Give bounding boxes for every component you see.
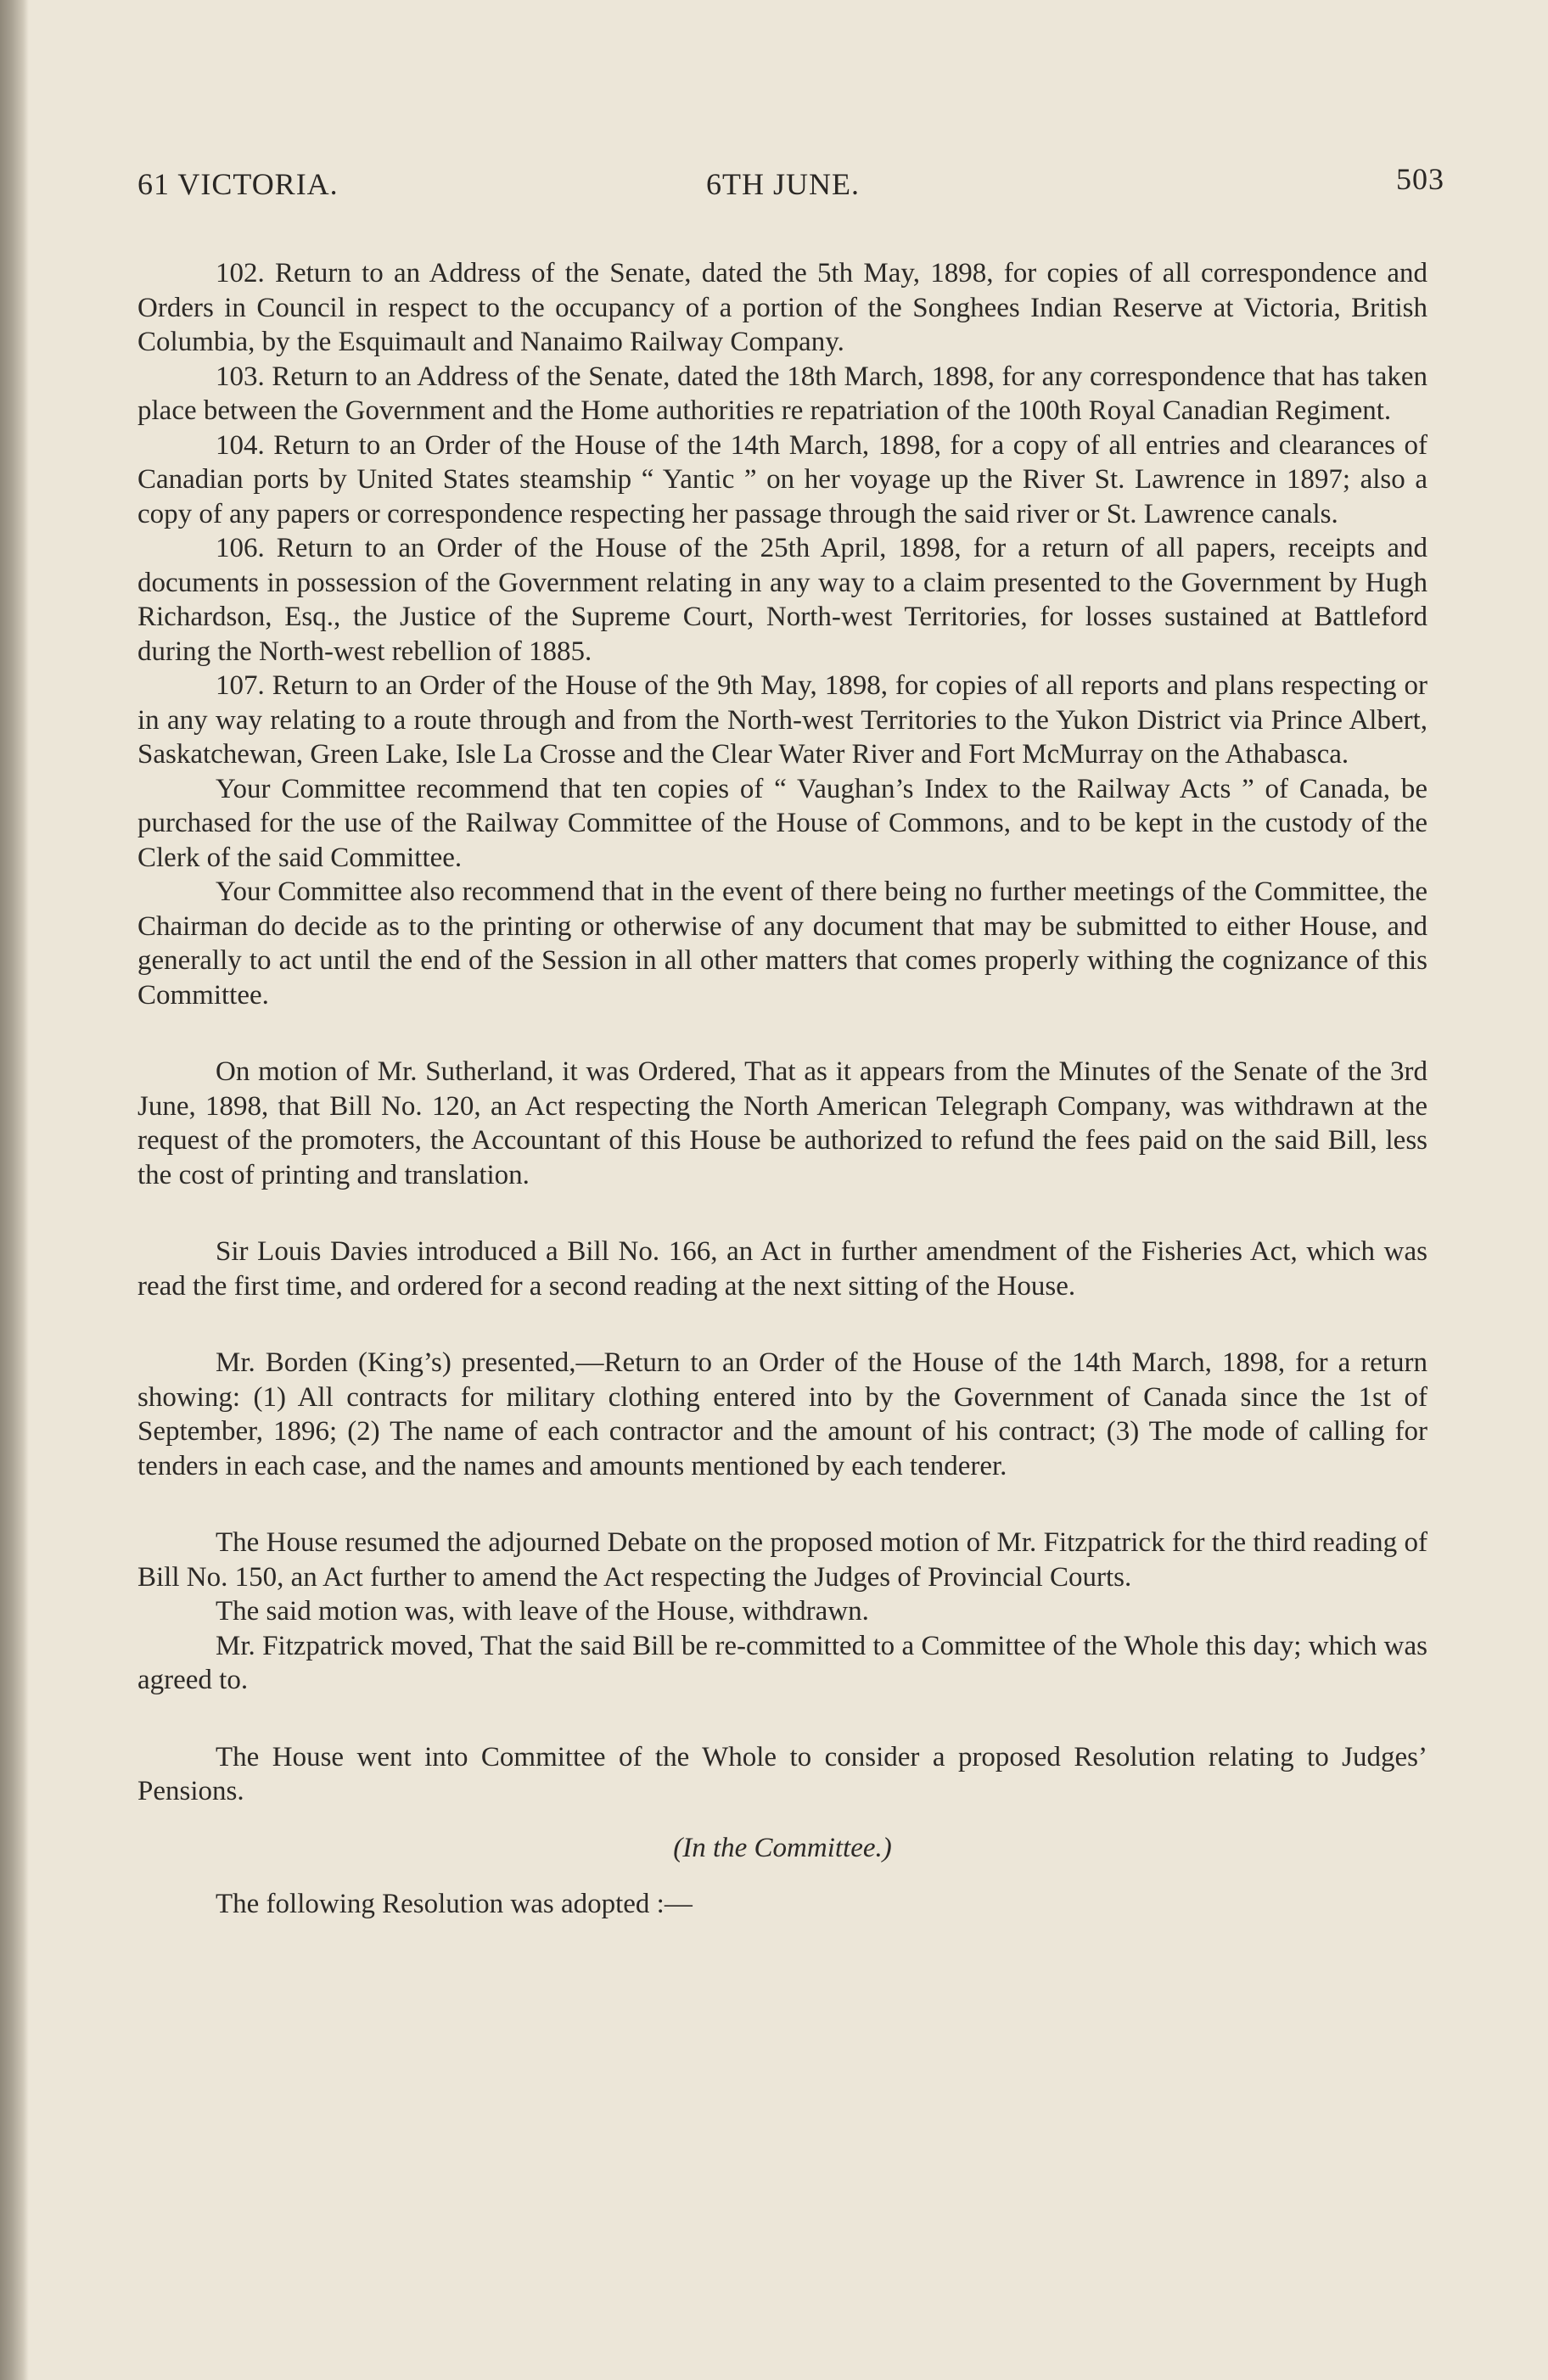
return-102: 102. Return to an Address of the Senate, dated the 5th May, 1898, for copies of all correspondence and Orders in Council in respect to the occupancy of a portion of the Songhees Indian Reserve at Victoria, British Columbia, by the Esquimault and Nanaimo Railway Company. bbox=[137, 258, 1427, 357]
binding-shadow bbox=[0, 0, 29, 2380]
header-session: 61 VICTORIA. bbox=[137, 167, 339, 201]
return-107: 107. Return to an Order of the House of the 9th May, 1898, for copies of all reports and plans respecting or in any way relating to a route through and from the North-west Territories to the Yukon District via Prince Albert, Saskatchewan, Green Lake, Isle La Crosse and the Clear Water River and Fort McMurray on the Athabasca. bbox=[137, 670, 1427, 770]
return-106: 106. Return to an Order of the House of the 25th April, 1898, for a return of all papers, receipts and documents in possession of the Government relating in any way to a claim presented to the Government by Hugh Richardson, Esq., the Justice of the Supreme Court, North-west Territories, for losses sustained at Battleford during the North-west rebellion of 1885. bbox=[137, 533, 1427, 667]
page-body bbox=[137, 256, 1427, 1922]
committee-recommendation-index: Your Committee recommend that ten copies of “ Vaughan’s Index to the Railway Acts ” of Canada, be purchased for the use of the Railway Committee of the House of Commons, and to be kept in the custody of the Clerk of the said Committee. bbox=[137, 773, 1427, 873]
motion-sutherland: On motion of Mr. Sutherland, it was Ordered, That as it appears from the Minutes of the Senate of the 3rd June, 1898, that Bill No. 120, an Act respecting the North American Telegraph Company, was withdrawn at the request of the promoters, the Accountant of this House be authorized to refund the fees paid on the said Bill, less the cost of printing and translation. bbox=[137, 1056, 1427, 1190]
debate-resumed: The House resumed the adjourned Debate on the proposed motion of Mr. Fitzpatrick for the third reading of Bill No. 150, an Act further to amend the Act respecting the Judges of Provincial Courts. bbox=[137, 1527, 1427, 1593]
motion-withdrawn: The said motion was, with leave of the House, withdrawn. bbox=[216, 1596, 869, 1627]
return-103: 103. Return to an Address of the Senate, dated the 18th March, 1898, for any correspondence that has taken place between the Government and the Home authorities re repatriation of the 100th Royal Canadian Regiment. bbox=[137, 361, 1427, 426]
borden-return: Mr. Borden (King’s) presented,—Return to an Order of the House of the 14th March, 1898, for a return showing: (1) All contracts for military clothing entered into by the Government of Canada since the 1st of September, 1896; (2) The name of each contractor and the amount of his contract; (3) The mode of calling for tenders in each case, and the names and amounts mentioned by each tenderer. bbox=[137, 1347, 1427, 1481]
committee-recommendation-chairman: Your Committee also recommend that in the event of there being no further meetings of the Committee, the Chairman do decide as to the printing or otherwise of any document that may be submitted to either House, and generally to act until the end of the Session in all other matters that comes properly withing the cognizance of this Committee. bbox=[137, 876, 1427, 1011]
page-number: 503 bbox=[1396, 162, 1444, 196]
resolution-adopted: The following Resolution was adopted :— bbox=[216, 1889, 693, 1919]
in-committee-heading: (In the Committee.) bbox=[673, 1832, 892, 1863]
fitzpatrick-motion: Mr. Fitzpatrick moved, That the said Bill be re-committed to a Committee of the Whole this day; which was agreed to. bbox=[137, 1630, 1427, 1695]
committee-of-whole: The House went into Committee of the Whole to consider a proposed Resolution relating to Judges’ Pensions. bbox=[137, 1741, 1427, 1806]
bill-166-introduction: Sir Louis Davies introduced a Bill No. 166, an Act in further amendment of the Fisheries Act, which was read the first time, and ordered for a second reading at the next sitting of the House. bbox=[137, 1236, 1427, 1302]
page-header bbox=[137, 162, 1444, 209]
header-date: 6TH JUNE. bbox=[706, 167, 860, 201]
return-104: 104. Return to an Order of the House of the 14th March, 1898, for a copy of all entries and clearances of Canadian ports by United States steamship “ Yantic ” on her voyage up the River St. Lawrence in 1897; also a copy of any papers or correspondence respecting her passage through the said river or St. Lawrence canals. bbox=[137, 429, 1427, 529]
